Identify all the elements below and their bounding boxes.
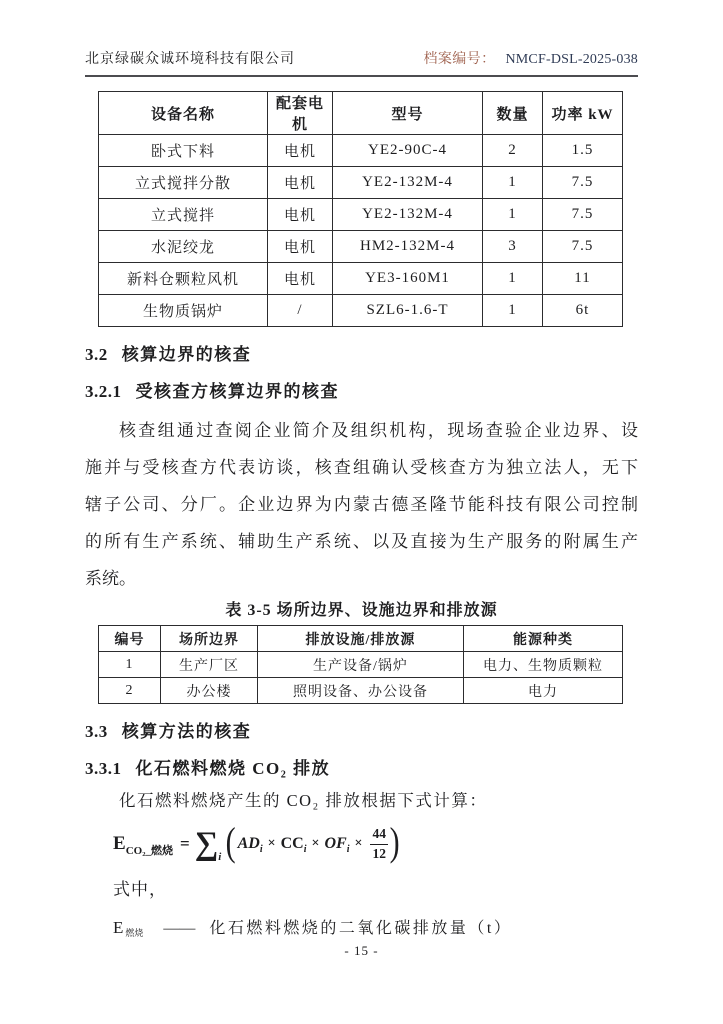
table-row (99, 678, 623, 704)
table-cell: 11 (543, 263, 623, 295)
table-cell: 1 (99, 652, 161, 678)
table-cell: SZL6-1.6-T (333, 295, 483, 327)
boundary-table (98, 625, 623, 704)
table-cell: 办公楼 (161, 678, 258, 704)
file-number-value: NMCF-DSL-2025-038 (505, 52, 638, 67)
table-cell: 电机 (268, 135, 333, 167)
table-cell: 立式搅拌分散 (99, 167, 268, 199)
table-cell: 6t (543, 295, 623, 327)
symbol-definition (113, 915, 638, 938)
table-3-5-caption: 表 3-5 场所边界、设施边界和排放源 (225, 602, 498, 619)
table-cell: 新料仓颗粒风机 (99, 263, 268, 295)
section-title: 核算方法的核查 (121, 722, 252, 741)
page-header (85, 48, 638, 77)
table-row (99, 135, 623, 167)
formula-lhs-base: E (113, 833, 126, 854)
section-heading-3-3 (85, 720, 638, 743)
definition-symbol-subscript: 燃烧 (125, 928, 144, 938)
multiply-sign: × (267, 836, 276, 851)
table-cell: 1 (483, 263, 543, 295)
boundary-table-header-row (99, 626, 623, 652)
sigma-index: i (218, 851, 222, 863)
section-title: 化石燃料燃烧 CO₂ 排放 (135, 759, 331, 778)
term-ad-subscript: i (259, 843, 263, 855)
term-of-subscript: i (346, 843, 350, 855)
equipment-table-header-row (99, 92, 623, 135)
table-cell: 电机 (268, 263, 333, 295)
equipment-header-power: 功率 kW (543, 92, 623, 135)
table-cell: 1 (483, 295, 543, 327)
term-cc-subscript: i (303, 843, 307, 855)
table-cell: 1 (483, 199, 543, 231)
table-row (99, 263, 623, 295)
multiply-sign: × (354, 836, 363, 851)
section-number: 3.2 (85, 345, 108, 364)
table-cell: 水泥绞龙 (99, 231, 268, 263)
table-cell: 电力 (464, 678, 623, 704)
section-title: 核算边界的核查 (121, 345, 252, 364)
table-cell: / (268, 295, 333, 327)
table-cell: 立式搅拌 (99, 199, 268, 231)
where-label: 式中， (113, 880, 167, 899)
close-paren: ) (389, 819, 400, 864)
equipment-header-quantity: 数量 (483, 92, 543, 135)
table-cell: 7.5 (543, 231, 623, 263)
boundary-verification-paragraph (85, 412, 638, 597)
table-cell: 1 (483, 167, 543, 199)
equals-sign: = (180, 834, 190, 853)
boundary-header-site: 场所边界 (161, 626, 258, 652)
definition-dash: —— (163, 920, 196, 937)
table-row (99, 231, 623, 263)
section-heading-3-2 (85, 343, 638, 366)
formula-intro-text: 化石燃料燃烧产生的 CO₂ 排放根据下式计算： (119, 791, 488, 810)
table-cell: 电机 (268, 167, 333, 199)
term-ad: AD (237, 835, 260, 852)
paragraph-line: 系统。 (85, 569, 136, 588)
table-cell: YE2-132M-4 (333, 167, 483, 199)
co2-combustion-formula (113, 818, 638, 870)
table-cell: YE2-90C-4 (333, 135, 483, 167)
equipment-header-device: 设备名称 (99, 92, 268, 135)
table-cell: YE2-132M-4 (333, 199, 483, 231)
table-cell: 3 (483, 231, 543, 263)
header-company-name: 北京绿碳众诚环境科技有限公司 (85, 52, 295, 67)
table-row (99, 199, 623, 231)
boundary-header-id: 编号 (99, 626, 161, 652)
table-row (99, 295, 623, 327)
table-cell: 电机 (268, 199, 333, 231)
table-cell: 2 (99, 678, 161, 704)
table-cell: 电力、生物质颗粒 (464, 652, 623, 678)
paragraph-line: 核查组通过查阅企业简介及组织机构，现场查验企业边界、设 (119, 421, 638, 440)
table-cell: 2 (483, 135, 543, 167)
table-row (99, 652, 623, 678)
table-cell: 1.5 (543, 135, 623, 167)
paragraph-line: 辖子公司、分厂。企业边界为内蒙古德圣隆节能科技有限公司控制 (85, 495, 638, 514)
table-cell: 7.5 (543, 167, 623, 199)
section-title: 受核查方核算边界的核查 (135, 382, 339, 401)
table-cell: 卧式下料 (99, 135, 268, 167)
section-number: 3.2.1 (85, 382, 122, 401)
section-number: 3.3.1 (85, 759, 122, 778)
fraction-44-12 (370, 826, 388, 861)
table-cell: 电机 (268, 231, 333, 263)
table-cell: 生产厂区 (161, 652, 258, 678)
definition-symbol: E (113, 918, 124, 937)
open-paren: ( (225, 819, 236, 864)
term-of: OF (324, 835, 347, 852)
paragraph-line: 施并与受核查方代表访谈，核查组确认受核查方为独立法人，无下 (85, 458, 638, 477)
section-number: 3.3 (85, 722, 108, 741)
equipment-header-motor: 配套电机 (268, 92, 333, 135)
sigma-symbol: ∑ (194, 825, 219, 862)
boundary-header-source: 排放设施/排放源 (258, 626, 464, 652)
term-cc: CC (280, 835, 304, 852)
fraction-numerator: 44 (370, 826, 388, 844)
section-heading-3-2-1 (85, 380, 638, 403)
table-cell: 7.5 (543, 199, 623, 231)
table-cell: HM2-132M-4 (333, 231, 483, 263)
fraction-denominator: 12 (372, 845, 386, 861)
table-cell: 生物质锅炉 (99, 295, 268, 327)
file-number-label: 档案编号： (423, 52, 496, 67)
table-cell: 照明设备、办公设备 (258, 678, 464, 704)
paragraph-line: 的所有生产系统、辅助生产系统、以及直接为生产服务的附属生产 (85, 532, 638, 551)
page-number: - 15 - (344, 943, 379, 958)
boundary-header-energy: 能源种类 (464, 626, 623, 652)
equipment-table (98, 91, 623, 327)
definition-text: 化石燃料燃烧的二氧化碳排放量（t） (209, 920, 513, 937)
header-file-info (423, 48, 638, 68)
section-heading-3-3-1 (85, 757, 638, 780)
equipment-header-model: 型号 (333, 92, 483, 135)
multiply-sign: × (311, 836, 320, 851)
formula-lhs-subscript: CO₂_燃烧 (125, 845, 173, 857)
table-cell: YE3-160M1 (333, 263, 483, 295)
table-row (99, 167, 623, 199)
table-cell: 生产设备/锅炉 (258, 652, 464, 678)
